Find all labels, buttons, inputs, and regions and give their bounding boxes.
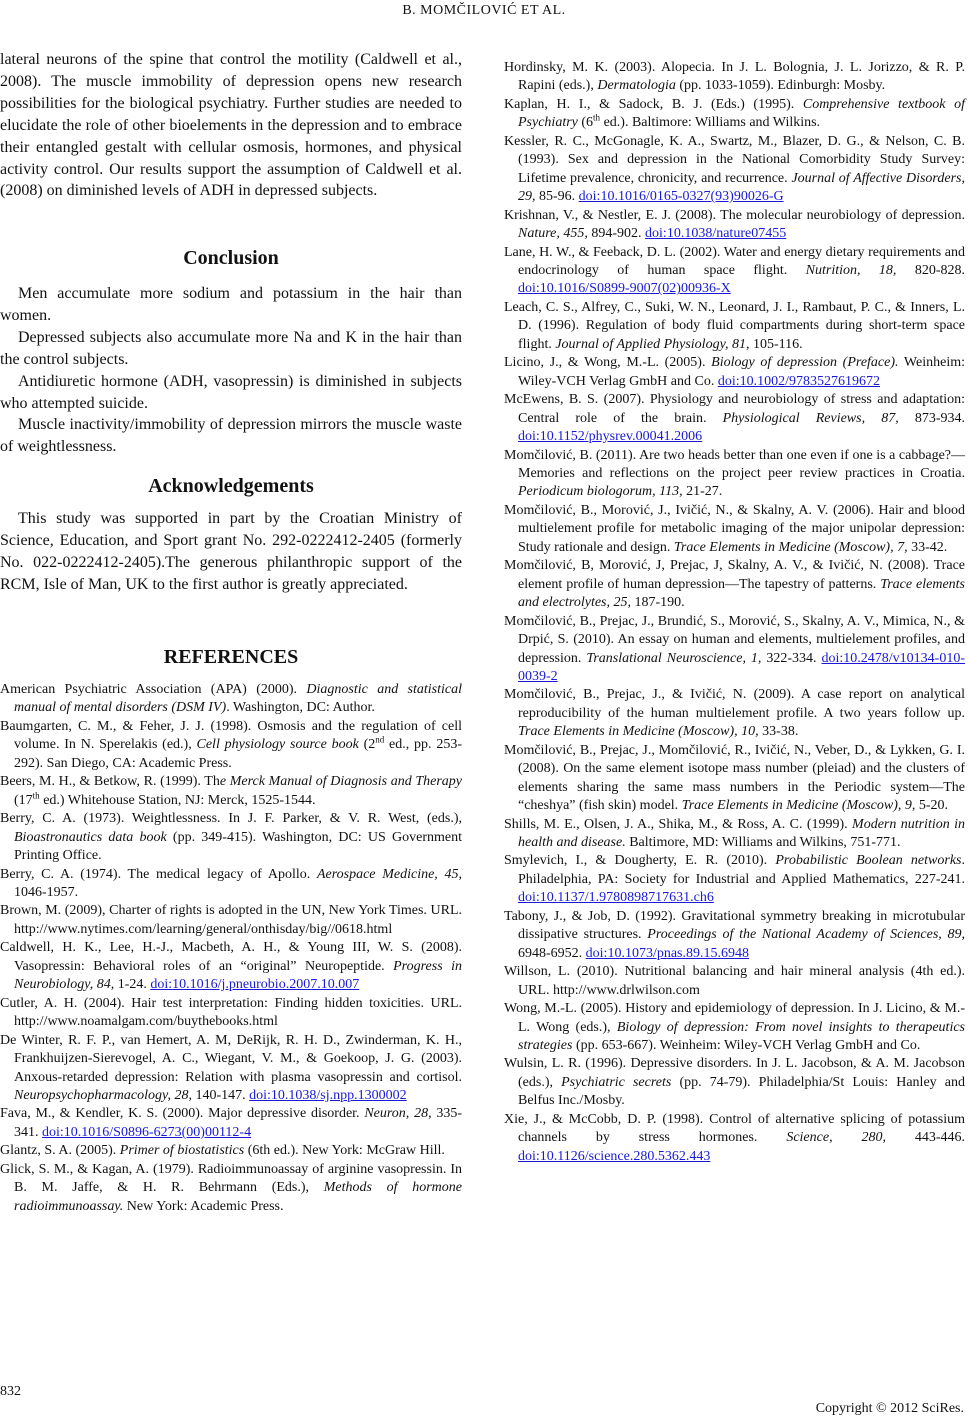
reference-text: American Psychiatric Association (APA) (2000). xyxy=(0,682,307,697)
reference-source-title: Trace elements and electrolytes, 25, xyxy=(518,576,965,611)
reference-text: 85-96. xyxy=(535,189,579,205)
reference-text: 820-828. xyxy=(896,262,965,278)
reference-text: New York: Academic Press. xyxy=(123,1198,284,1214)
reference-entry xyxy=(504,963,965,1000)
reference-text: 33-42. xyxy=(907,539,948,555)
reference-text: 6948-6952. xyxy=(518,945,586,961)
reference-source-title: Probabilistic Boolean networks xyxy=(775,853,962,869)
reference-entry xyxy=(504,852,965,907)
acknowledgements-text: This study was supported in part by the Croatian Ministry of Science, Education, and Sport grant No. 292-0222412-2405 (formerly No. 022-0222412-2405).The generous philanthropic support of the RCM, Isle of Man, UK to the first author is greatly appreciated. xyxy=(0,510,462,593)
reference-entry xyxy=(504,244,965,299)
reference-text: Baltimore, MD: Williams and Wilkins, 751-771. xyxy=(625,835,901,851)
reference-entry xyxy=(504,133,965,207)
reference-source-title: Trace Elements in Medicine (Moscow), 10, xyxy=(518,724,759,740)
reference-text: 187-190. xyxy=(631,595,685,611)
reference-entry xyxy=(504,816,965,853)
reference-text: 21-27. xyxy=(682,484,723,500)
intro-section xyxy=(0,49,462,202)
reference-source-title: Trace Elements in Medicine (Moscow), 9, xyxy=(681,798,916,814)
reference-source-title: Aerospace Medicine, 45, xyxy=(316,866,462,882)
reference-entry xyxy=(504,557,965,612)
reference-source-title: Bioastronautics data book xyxy=(14,829,167,845)
reference-text: ed.). Baltimore: Williams and Wilkins. xyxy=(600,115,821,131)
reference-source-title: Diagnostic and statistical manual of mental disorders (DSM IV) xyxy=(14,682,462,716)
reference-text: , 105-116. xyxy=(746,336,803,352)
reference-text: Wulsin, L. R. (1996). Depressive disorders. In J. L. Jacobson, & A. M. Jacobson (eds.), xyxy=(504,1056,965,1090)
doi-link[interactable]: doi:10.1038/sj.npp.1300002 xyxy=(249,1087,407,1103)
conclusion-section xyxy=(0,283,462,458)
reference-source-title: Translational Neuroscience, 1, xyxy=(586,650,762,666)
reference-text: Xie, J., & McCobb, D. P. (1998). Control of alternative splicing of potassium channels by stress hormones. xyxy=(504,1111,965,1146)
reference-text: (pp. 1033-1059). Edinburgh: Mosby. xyxy=(675,78,886,94)
reference-text: Momčilović, B. (2011). Are two heads better than one even if one is a cabbage?—Memories and reflections on the project peer review practices in Croatia. xyxy=(504,447,965,481)
reference-source-title: Psychiatric secrets xyxy=(561,1074,672,1090)
reference-entry xyxy=(0,866,462,903)
reference-source-title: Comprehensive textbook of Psychiatry xyxy=(518,96,965,131)
reference-text: (6 xyxy=(577,115,594,131)
doi-link[interactable]: doi:10.1073/pnas.89.15.6948 xyxy=(585,945,750,961)
reference-entry xyxy=(504,1000,965,1055)
reference-text: Smylevich, I., & Dougherty, E. R. (2010). xyxy=(504,853,776,869)
reference-text: Brown, M. (2009), Charter of rights is adopted in the UN, New York Times. URL. http://www.nytimes.com/learning/general/onthisday/big//0618.html xyxy=(0,903,462,937)
reference-entry xyxy=(504,96,965,133)
reference-text: Caldwell, H. K., Lee, H.-J., Macbeth, A. H., & Young III, W. S. (2008). Vasopressin: Behavioral roles of an “original” Neuropeptide. xyxy=(0,940,462,974)
reference-text: 33-38. xyxy=(758,724,799,740)
reference-text: McEwens, B. S. (2007). Physiology and neurobiology of stress and adaptation: Central role of the brain. xyxy=(504,392,965,426)
reference-text: Leach, C. S., Alfrey, C., Suki, W. N., Leonard, J. I., Rambaut, P. C., & Inners, L. D. (1996). Regulation of body fluid compartments during short-term space flight. xyxy=(504,299,965,352)
reference-entry xyxy=(504,742,965,816)
reference-text: Willson, L. (2010). Nutritional balancing and hair mineral analysis (4th ed.). URL. http://www.drlwilson.com xyxy=(504,964,965,998)
reference-text: Momčilović, B., Prejac, J., & Ivičić, N. (2009). A case report on analytical reproducibility of the human multielement profile. A two years follow up. xyxy=(504,687,965,721)
reference-text: Momčilović, B., Prejac, J., Brundić, S., Morović, S., Skalny, A. V., Mimica, N., & Drpić, S. (2010). An essay on human and elements, multielement profiles, and depression. xyxy=(504,613,965,666)
reference-text: 140-147. xyxy=(191,1087,250,1103)
reference-source-title: Modern nutrition in health and disease. xyxy=(518,816,965,851)
doi-link[interactable]: doi:10.1137/1.9780898717631.ch6 xyxy=(518,890,714,906)
reference-text: (17 xyxy=(14,792,33,808)
reference-entry xyxy=(504,1111,965,1166)
doi-link[interactable]: doi:10.1016/0165-0327(93)90026-G xyxy=(578,189,784,205)
reference-source-title: Trace Elements in Medicine (Moscow), 7, xyxy=(673,539,908,555)
references-heading: REFERENCES xyxy=(163,646,299,668)
reference-text: 894-902. xyxy=(587,226,646,242)
reference-entry xyxy=(0,1142,462,1160)
reference-source-title: Nature, 455, xyxy=(518,226,588,242)
reference-text: Fava, M., & Kendler, K. S. (2000). Major depressive disorder. xyxy=(0,1106,365,1122)
conclusion-paragraph: Antidiuretic hormone (ADH, vasopressin) is diminished in subjects who attempted suicide. xyxy=(0,372,462,412)
reference-source-title: Neuron, 28, xyxy=(364,1106,432,1122)
superscript: nd xyxy=(375,734,385,745)
reference-text: ed.) Whitehouse Station, NJ: Merck, 1525-1544. xyxy=(39,792,316,808)
reference-entry xyxy=(504,299,965,354)
reference-text: Lane, H. W., & Feeback, D. L. (2002). Water and energy dietary requirements and endocrinology of human space flight. xyxy=(504,244,965,278)
acknowledgements-heading: Acknowledgements xyxy=(148,475,314,497)
reference-text: Kessler, R. C., McGonagle, K. A., Swartz, M., Blazer, D. G., & Nelson, C. B. (1993). Sex and depression in the National Comorbidity Study Survey: Lifetime prevalence, chronicity, and recurrence. xyxy=(504,133,965,186)
reference-text: Shills, M. E., Olsen, J. A., Shika, M., & Ross, A. C. (1999). xyxy=(504,816,853,832)
reference-source-title: Journal of Applied Physiology, 81 xyxy=(555,336,747,352)
reference-entry xyxy=(504,908,965,963)
reference-source-title: Periodicum biologorum, 113, xyxy=(518,484,683,500)
reference-entry xyxy=(0,1161,462,1216)
reference-text: Baumgarten, C. M., & Feher, J. J. (1998). Osmosis and the regulation of cell volume. In N. Sperelakis (ed.), xyxy=(0,718,462,753)
reference-text: Berry, C. A. (1974). The medical legacy of Apollo. xyxy=(0,866,317,882)
running-header: B. MOMČILOVIĆ ET AL. xyxy=(402,3,566,18)
reference-text: Momčilović, B., Prejac, J., Momčilović, R., Ivičić, N., Veber, D., & Lykken, G. I. (2008). On the same element isotope mass number (pleiad) and the clusters of elements sharing the same mass numbers in the Periodic system—The “cheshya” (fish skin) model. xyxy=(504,742,965,814)
reference-text: Wong, M.-L. (2005). History and epidemiology of depression. In J. Licino, & M.-L. Wong (eds.), xyxy=(504,1001,965,1035)
reference-source-title: e Merck Manual of Diagnosis and Therapy xyxy=(219,774,462,790)
reference-entry xyxy=(504,686,965,741)
reference-text: Berry, C. A. (1973). Weightlessness. In J. F. Parker, & V. R. West, (eds.), xyxy=(0,811,462,827)
reference-text: Hordinsky, M. K. (2003). Alopecia. In J. L. Bolognia, J. L. Jorizzo, & R. P. Rapini (eds.), xyxy=(504,60,965,94)
reference-entry xyxy=(504,59,965,96)
copyright-notice: Copyright © 2012 SciRes. xyxy=(815,1401,964,1416)
reference-entry xyxy=(0,718,462,773)
reference-source-title: Dermatologia xyxy=(597,78,676,94)
conclusion-paragraph: Depressed subjects also accumulate more Na and K in the hair than the control subjects. xyxy=(0,328,462,368)
doi-link[interactable]: doi:10.1016/S0896-6273(00)00112-4 xyxy=(42,1124,252,1140)
conclusion-paragraph: Muscle inactivity/immobility of depression mirrors the muscle waste of weightlessness. xyxy=(0,416,462,456)
reference-entry xyxy=(504,391,965,446)
reference-entry xyxy=(0,681,462,718)
reference-source-title: Biology of depression (Preface). xyxy=(711,355,899,371)
reference-text: 873-934. xyxy=(898,410,965,426)
reference-source-title: Nutrition, 18, xyxy=(805,262,897,278)
reference-text: (pp. 349-415). Washington, DC: US Government Printing Office. xyxy=(14,829,462,864)
reference-entry xyxy=(504,207,965,244)
reference-source-title: Physiological Reviews, 87, xyxy=(722,410,899,426)
reference-text: 443-446. xyxy=(885,1130,965,1146)
reference-entry xyxy=(504,447,965,502)
references-list-left xyxy=(0,681,462,1216)
reference-text: Glick, S. M., & Kagan, A. (1979). Radioimmunoassay of arginine vasopressin. In B. M. Jaffe, & H. R. Behrmann (Eds.), xyxy=(0,1161,462,1196)
reference-text: 5-20. xyxy=(915,798,949,814)
reference-text: 1046-1957. xyxy=(14,884,79,900)
reference-text: 1-24. xyxy=(114,977,151,993)
reference-text: . Philadelphia, PA: Society for Industrial and Applied Mathematics, 227-241. xyxy=(518,853,965,887)
reference-source-title: Biology of depression: From novel insights to therapeutics strategies xyxy=(518,1019,965,1054)
reference-text: De Winter, R. F. P., van Hemert, A. M, DeRijk, R. H. D., Zwinderman, K. H., Frankhuijzen-Sierevogel, A. C., Wiegant, V. M., & Goekoop, J. G. (2003). Anxous-retarded depression: Relation with plasma vasopressin and cortisol. xyxy=(0,1032,462,1085)
reference-source-title: Neuropsychopharmacology, 28, xyxy=(14,1087,192,1103)
conclusion-paragraph: Men accumulate more sodium and potassium in the hair than women. xyxy=(0,285,462,324)
reference-entry xyxy=(504,502,965,557)
conclusion-heading: Conclusion xyxy=(183,247,279,269)
superscript: th xyxy=(32,790,40,801)
reference-text: (6th ed.). New York: McGraw Hill. xyxy=(244,1143,445,1159)
reference-entry xyxy=(0,1032,462,1106)
reference-text: Glantz, S. A. (2005). xyxy=(0,1143,120,1159)
reference-text: (2 xyxy=(358,737,376,753)
reference-text: Beers, M. H., & Betkow, R. (1999). Th xyxy=(0,774,220,790)
reference-text: Licino, J., & Wong, M.-L. (2005). xyxy=(504,355,712,371)
reference-entry xyxy=(0,939,462,994)
reference-source-title: Science, 280, xyxy=(786,1130,886,1146)
reference-text: Krishnan, V., & Nestler, E. J. (2008). The molecular neurobiology of depression. xyxy=(504,207,965,223)
reference-entry xyxy=(0,902,462,939)
reference-entry xyxy=(504,354,965,391)
reference-entry xyxy=(0,1105,462,1142)
reference-entry xyxy=(0,995,462,1032)
doi-link[interactable]: doi:10.1016/j.pneurobio.2007.10.007 xyxy=(150,977,360,993)
reference-text: 335-341. xyxy=(14,1106,463,1140)
reference-text: (pp. 74-79). Philadelphia/St Louis: Hanley and Belfus Inc./Mosby. xyxy=(518,1074,965,1109)
reference-text: ed., pp. 253-292). San Diego, CA: Academic Press. xyxy=(14,737,462,771)
reference-text: Tabony, J., & Job, D. (1992). Gravitational symmetry breaking in microtubular dissipative structures. xyxy=(504,908,965,943)
intro-paragraph: lateral neurons of the spine that control the motility (Caldwell et al., 2008). The muscle immobility of depression opens new research possibilities for the biological psychiatry. Further studies are needed to elucidate the role of other bioelements in the depression and to embrace their entangled gestalt with cellular osmosis, hormones, and physical activity control. Our results support the assumption of Caldwell et al. (2008) on diminished levels of ADH in depressed subjects. xyxy=(0,51,462,200)
reference-entry xyxy=(504,613,965,687)
reference-source-title: Proceedings of the National Academy of Sciences, 89, xyxy=(647,927,966,943)
doi-link[interactable]: doi:10.1152/physrev.00041.2006 xyxy=(518,429,703,445)
doi-link[interactable]: doi:10.2478/v10134-010-0039-2 xyxy=(518,650,965,684)
doi-link[interactable]: doi:10.1002/9783527619672 xyxy=(717,373,880,389)
reference-entry xyxy=(0,810,462,865)
doi-link[interactable]: doi:10.1016/S0899-9007(02)00936-X xyxy=(518,281,731,297)
reference-text: (pp. 653-667). Weinheim: Wiley-VCH Verlag GmbH and Co. xyxy=(572,1038,921,1054)
reference-source-title: Journal of Affective Disorders, 29, xyxy=(518,170,965,205)
reference-text: 322-334. xyxy=(761,650,822,666)
doi-link[interactable]: doi:10.1126/science.280.5362.443 xyxy=(518,1148,711,1164)
reference-source-title: Primer of biostatistics xyxy=(119,1143,245,1159)
reference-entry xyxy=(504,1055,965,1110)
acknowledgements-section xyxy=(0,508,462,596)
reference-source-title: Progress in Neurobiology, 84, xyxy=(14,958,462,993)
doi-link[interactable]: doi:10.1038/nature07455 xyxy=(645,226,787,242)
reference-text: . Washington, DC: Author. xyxy=(226,700,375,716)
reference-source-title: Methods of hormone radioimmunoassay. xyxy=(14,1180,462,1214)
reference-text: Momčilović, B, Morović, J, Prejac, J, Skalny, A. V., & Ivičić, N. (2008). Trace element profile of human depression—The tapestry of patterns. xyxy=(504,558,965,592)
superscript: th xyxy=(593,112,601,123)
references-list-right xyxy=(504,59,965,1166)
page-number: 832 xyxy=(0,1384,21,1399)
reference-text: Kaplan, H. I., & Sadock, B. J. (Eds.) (1995). xyxy=(504,96,803,112)
reference-text: Momčilović, B., Morović, J., Ivičić, N., & Skalny, A. V. (2006). Hair and blood multielement profile for metabolic imaging of the major unipolar depression: Study rationale and design. xyxy=(504,502,965,555)
reference-text: Weinheim: Wiley-VCH Verlag GmbH and Co. xyxy=(518,355,965,389)
reference-entry xyxy=(0,773,462,810)
reference-source-title: Cell physiology source book xyxy=(196,737,359,753)
reference-text: Cutler, A. H. (2004). Hair test interpretation: Finding hidden toxicities. URL. http://www.noamalgam.com/buythebooks.html xyxy=(0,995,462,1030)
